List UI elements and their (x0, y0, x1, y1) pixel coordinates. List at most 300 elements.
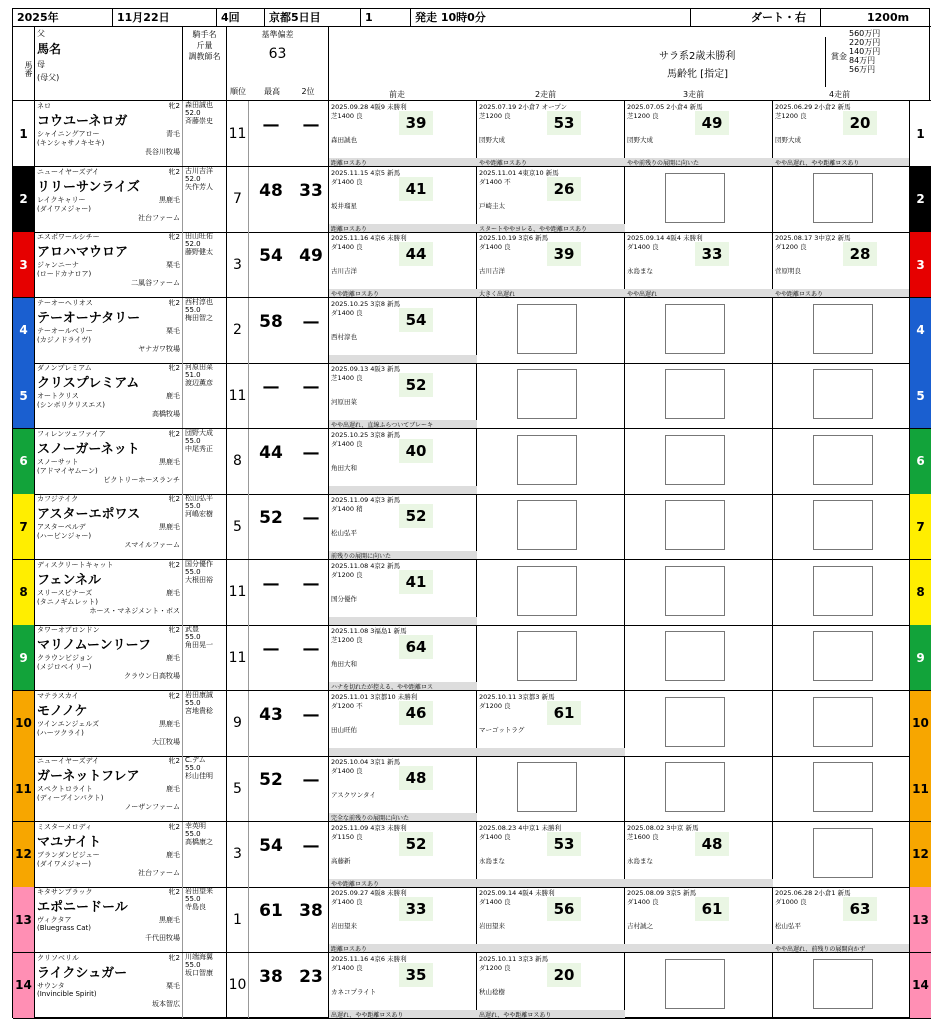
past-race-date: 2025.09.27 4阪8 未勝利 (331, 889, 407, 897)
past-race-note: やや出遅れ、前残りの展開向かず (773, 944, 921, 952)
coat-color: 栗毛 (166, 326, 180, 335)
breeder: 大江牧場 (152, 737, 180, 746)
col-second: 2位 (301, 87, 315, 96)
col-father: 父 (37, 29, 45, 38)
past-race-jockey: 松山弘平 (775, 922, 801, 930)
rank: 1 (227, 887, 249, 952)
past-race[interactable] (477, 232, 625, 297)
second-index: — (302, 639, 320, 659)
col-prev3: 3走前 (683, 90, 705, 99)
horse-number-right: 5 (909, 363, 931, 428)
past-race[interactable] (625, 822, 773, 887)
breeder: ノーザンファーム (124, 803, 180, 811)
past-race-note: 前残りの展開に向いた (329, 551, 477, 559)
horse-info (35, 953, 183, 1018)
past-race-course: ダ1200 良 (479, 701, 511, 710)
past-race[interactable] (329, 494, 477, 559)
coat-color: 鹿毛 (166, 850, 180, 859)
past-race-course: ダ1400 良 (331, 439, 363, 448)
past-race-date: 2025.07.19 2小倉7 オープン (479, 103, 568, 111)
horse-name[interactable]: マリノムーンリーフ (37, 638, 152, 653)
jockey-name: 武豊 (185, 625, 199, 633)
best-index: — (262, 377, 280, 397)
horse-number-left: 9 (13, 625, 35, 690)
trainer-name: 河嶋宏樹 (185, 510, 213, 518)
horse-name[interactable]: ガーネットフレア (37, 769, 140, 784)
horse-info (35, 625, 183, 690)
rank: 3 (227, 232, 249, 297)
col-weight: 斤量 (196, 41, 213, 50)
past-race-empty (625, 625, 773, 690)
index-summary (249, 822, 329, 887)
past-race-jockey: 永島まな (627, 856, 653, 865)
horse-number-left: 11 (13, 756, 35, 821)
rank: 5 (227, 494, 249, 559)
start-time: 発走 10時0分 (411, 9, 691, 26)
past-race[interactable] (477, 691, 625, 756)
horse-number-left: 13 (13, 887, 35, 952)
jockey-info (183, 887, 227, 952)
breeder: 社台ファーム (138, 213, 180, 222)
horse-info (35, 887, 183, 952)
past-race-empty (773, 822, 921, 887)
past-race-note: 大きく出遅れ (477, 289, 625, 297)
past-race-index: 39 (547, 242, 581, 266)
past-race-note: 出遅れ、やや距離ロスあり (477, 1010, 625, 1018)
past-race-note (477, 748, 625, 756)
weight: 55.0 (185, 305, 201, 314)
broodmare-sire: (ハービンジャー) (37, 532, 92, 540)
past-race-empty (625, 756, 773, 821)
past-race-course: ダ1200 良 (479, 963, 511, 972)
past-race-course: ダ1400 不 (479, 177, 511, 186)
sire: ニューイヤーズデイ (37, 757, 100, 765)
jockey-info (183, 494, 227, 559)
past-race-date: 2025.11.01 3京都10 未勝利 (331, 692, 418, 701)
index-summary (249, 429, 329, 494)
past-race[interactable] (329, 625, 477, 690)
past-race-jockey: 角田大和 (331, 660, 357, 668)
past-race-note (477, 944, 625, 952)
past-race-course: ダ1400 良 (627, 898, 659, 906)
horse-number-right: 10 (909, 691, 931, 756)
sire: カフジテイク (37, 495, 79, 503)
past-race-index: 53 (547, 832, 581, 856)
horse-row (13, 232, 931, 298)
horse-name[interactable]: エポニードール (37, 900, 128, 915)
weight: 52.0 (185, 109, 201, 117)
breeder: 長谷川牧場 (145, 148, 180, 156)
past-race-date: 2025.11.15 4京5 新馬 (331, 168, 401, 177)
past-race[interactable] (477, 887, 625, 952)
horse-name[interactable]: ライクシュガー (37, 965, 128, 981)
horse-number-left: 7 (13, 494, 35, 559)
past-race-empty (625, 363, 773, 428)
horse-row (13, 298, 931, 364)
past-race-note: やや出遅れ (625, 289, 773, 297)
horse-number-right: 14 (909, 953, 931, 1018)
index-summary (249, 494, 329, 559)
past-race-date: 2025.07.05 2小倉4 新馬 (627, 103, 703, 111)
past-race-empty (477, 363, 625, 428)
index-summary (249, 232, 329, 297)
past-race-index: 63 (843, 897, 877, 921)
dam: アスターペルデ (37, 523, 86, 531)
index-summary (249, 560, 329, 625)
coat-color: 鹿毛 (166, 654, 180, 662)
horse-row (13, 625, 931, 691)
breeder: 二風谷ファーム (131, 279, 180, 287)
horse-number-right: 6 (909, 429, 931, 494)
horse-row (13, 363, 931, 429)
past-race-jockey: 団野大成 (627, 136, 653, 144)
breeder: 社台ファーム (138, 868, 180, 877)
sex-age: 牝2 (168, 691, 180, 700)
weight: 55.0 (185, 502, 201, 510)
sire: タワーオブロンドン (37, 626, 100, 634)
breeder: ヤナガワ牧場 (138, 344, 180, 353)
index-summary (249, 167, 329, 232)
past-race-jockey: 田山旺佑 (331, 725, 357, 734)
past-race-index: 48 (399, 766, 433, 790)
weight: 55.0 (185, 764, 201, 772)
jockey-name: 岩田望来 (185, 887, 213, 895)
horse-info (35, 429, 183, 494)
second-index: — (302, 311, 320, 332)
best-index: 52 (259, 770, 283, 790)
second-index: — (302, 115, 320, 135)
weight: 55.0 (185, 436, 201, 445)
col-best: 最高 (264, 87, 280, 96)
trainer-name: 藤野健太 (185, 248, 213, 256)
past-race-empty (625, 691, 773, 756)
horse-name[interactable]: アスターエポワス (37, 507, 141, 522)
second-index: 49 (299, 246, 323, 266)
jockey-name: 河原田菜 (185, 363, 213, 371)
past-race[interactable] (329, 953, 477, 1018)
past-race-date: 2025.08.23 4中京1 未勝利 (479, 823, 562, 832)
past-race[interactable] (625, 232, 773, 297)
rank: 2 (227, 298, 249, 363)
past-race[interactable] (625, 101, 773, 166)
past-race-course: ダ1400 良 (331, 308, 363, 317)
horse-number-right: 9 (909, 625, 931, 690)
broodmare-sire: (アドマイヤムーン) (37, 466, 98, 475)
horse-name[interactable]: フェンネル (37, 572, 101, 588)
past-race-course: ダ1400 良 (331, 177, 363, 186)
weight: 55.0 (185, 960, 201, 969)
past-race-date: 2025.08.09 3京5 新馬 (627, 889, 697, 897)
past-race[interactable] (329, 363, 477, 428)
broodmare-sire: (Invincible Spirit) (37, 989, 97, 998)
horse-number-right: 3 (909, 232, 931, 297)
past-race-jockey: 古川吉洋 (331, 267, 357, 275)
second-index: 23 (299, 966, 323, 987)
sire: フィレンツェファイア (37, 429, 106, 438)
past-race-empty (773, 625, 921, 690)
past-race-note: 出遅れ、やや距離ロスあり (329, 1010, 477, 1018)
trainer-name: 梅田智之 (185, 313, 213, 322)
second-index: — (302, 508, 320, 528)
broodmare-sire: (キンシャサノキセキ) (37, 139, 105, 147)
index-summary (249, 101, 329, 166)
past-race-note: 完全な前残りの展開に向いた (329, 813, 477, 821)
past-race-jockey: 河原田菜 (331, 398, 357, 406)
rank: 7 (227, 167, 249, 232)
past-race-empty (477, 429, 625, 494)
breeder: ビクトリーホースランチ (103, 475, 180, 484)
past-race-note: 距離ロスあり (329, 158, 477, 166)
sire: キタサンブラック (37, 888, 93, 896)
past-race-empty (477, 494, 625, 559)
past-race-empty (625, 953, 773, 1018)
prize-label: 賞金 (831, 52, 847, 61)
dam: シャイニングアロー (37, 130, 100, 138)
past-race-course: ダ1000 良 (775, 898, 807, 906)
sex-age: 牝2 (168, 429, 180, 438)
past-race[interactable] (773, 232, 921, 297)
past-race-note (625, 879, 773, 887)
horse-name[interactable]: クリスプレミアム (37, 376, 140, 391)
past-race-jockey: マーゴットラグ (479, 725, 525, 734)
past-race[interactable] (329, 167, 477, 232)
index-summary (249, 887, 329, 952)
past-race[interactable] (625, 887, 773, 952)
second-index: — (302, 770, 320, 790)
col-name: 馬名 (37, 42, 62, 56)
horse-row (13, 429, 931, 495)
past-race-jockey: 吉村誠之 (627, 922, 653, 930)
past-race-index: 53 (547, 111, 581, 135)
jockey-info (183, 232, 227, 297)
trainer-name: 角田晃一 (185, 641, 213, 649)
past-race-note (329, 748, 477, 756)
past-race[interactable] (329, 691, 477, 756)
jockey-name: 団野大成 (185, 428, 213, 437)
race-header-bar (13, 9, 931, 27)
weight: 51.0 (185, 371, 201, 379)
col-prev1: 前走 (389, 90, 405, 99)
past-race-jockey: 永島まな (627, 267, 653, 275)
past-race-empty (477, 625, 625, 690)
past-race-note: 距離ロスあり (329, 224, 477, 232)
horse-number-right: 12 (909, 822, 931, 887)
past-race[interactable] (773, 887, 921, 952)
distance: 1200m (867, 11, 910, 24)
past-race[interactable] (477, 822, 625, 887)
course: ダート・右 (691, 9, 821, 26)
trainer-name: 寺島良 (185, 903, 206, 911)
horse-name[interactable]: スノーガーネット (37, 441, 140, 457)
past-race[interactable] (329, 298, 477, 363)
jockey-name: 古川吉洋 (185, 166, 213, 175)
horse-name[interactable]: コウユーネロガ (37, 114, 128, 129)
past-race-empty (773, 363, 921, 428)
horse-row (13, 560, 931, 626)
coat-color: 鹿毛 (166, 588, 180, 597)
best-index: — (262, 573, 280, 594)
past-race-course: ダ1200 良 (775, 243, 807, 251)
past-race-index: 39 (399, 111, 433, 135)
past-race-note: ハナを切れたが控える、やや距離ロス (329, 682, 477, 690)
past-race-index: 26 (547, 177, 581, 201)
past-race-course: 芝1400 良 (331, 374, 363, 382)
past-race-course: 芝1200 良 (331, 636, 363, 644)
past-race[interactable] (773, 101, 921, 166)
broodmare-sire: (メジロベイリー) (37, 663, 92, 671)
best-index: 38 (259, 966, 283, 987)
past-race-jockey: 古川吉洋 (479, 267, 505, 275)
past-race-index: 52 (399, 373, 433, 397)
best-index: 58 (259, 311, 283, 332)
horse-info (35, 363, 183, 428)
horse-name[interactable]: マユナイト (37, 834, 102, 850)
dam: ヴィクタア (37, 916, 72, 924)
broodmare-sire: (ダイワメジャー) (37, 204, 91, 213)
past-race-note: やや距離ロスあり (477, 158, 625, 166)
jockey-name: 田山旺佑 (185, 232, 213, 240)
sex-age: 牝2 (168, 364, 180, 372)
best-index: 61 (259, 901, 283, 921)
horse-number-left: 12 (13, 822, 35, 887)
rank: 8 (227, 429, 249, 494)
past-race-note: やや前残りの展開に向いた (625, 158, 773, 166)
index-summary (249, 625, 329, 690)
past-race-date: 2025.11.01 4東京10 新馬 (479, 168, 559, 177)
past-race[interactable] (477, 953, 625, 1018)
weight: 52.0 (185, 240, 201, 248)
horse-info (35, 298, 183, 363)
dam: サウンタ (37, 981, 65, 990)
jockey-info (183, 822, 227, 887)
past-race-date: 2025.10.11 3京3 新馬 (479, 954, 549, 963)
horse-number-right: 8 (909, 560, 931, 625)
past-race[interactable] (329, 560, 477, 625)
dam: クラウンビジョン (37, 654, 93, 662)
horse-number-right: 7 (909, 494, 931, 559)
sire: エスポワールシチー (37, 233, 100, 241)
past-race-empty (773, 560, 921, 625)
past-race-course: ダ1200 不 (331, 701, 363, 710)
past-race-date: 2025.10.04 3京1 新馬 (331, 758, 401, 766)
trainer-name: 宮地貴稔 (185, 706, 213, 715)
rank: 11 (227, 101, 249, 166)
past-race-date: 2025.10.25 3京8 新馬 (331, 299, 401, 308)
past-race-course: 芝1200 良 (479, 112, 511, 120)
past-race-date: 2025.06.28 2小倉1 新馬 (775, 889, 851, 897)
jockey-info (183, 691, 227, 756)
best-index: — (262, 115, 280, 135)
past-race-jockey: 秋山稔樹 (479, 987, 505, 996)
past-race-note: やや距離ロスあり (329, 289, 477, 297)
horse-number-left: 5 (13, 363, 35, 428)
jockey-info (183, 429, 227, 494)
past-race[interactable] (329, 101, 477, 166)
jockey-name: 西村淳也 (185, 297, 213, 306)
horse-info (35, 232, 183, 297)
past-race-note: やや出遅れ、やや距離ロスあり (773, 158, 921, 166)
sex-age: 牝2 (168, 953, 180, 962)
col-mother: 母 (37, 60, 45, 69)
jockey-info (183, 756, 227, 821)
rank: 5 (227, 756, 249, 821)
sire: ミスターメロディ (37, 822, 93, 831)
rank: 3 (227, 822, 249, 887)
past-race-index: 35 (399, 963, 433, 987)
past-race-jockey: 高藤新 (331, 856, 351, 865)
dam: スペクトロライト (37, 785, 93, 793)
past-race-jockey: 戸崎圭太 (479, 201, 505, 210)
col-rank: 順位 (230, 87, 246, 96)
past-race[interactable] (329, 429, 477, 494)
past-race-note (329, 617, 477, 625)
past-race-jockey: 松山弘平 (331, 529, 357, 537)
past-race-note: やや出遅れ、直線ふらついてブレーキ (329, 420, 477, 428)
kai: 4回 (217, 9, 265, 26)
past-race-index: 52 (399, 832, 433, 856)
past-race-index: 52 (399, 504, 433, 528)
horse-name[interactable]: リリーサンライズ (37, 179, 140, 195)
past-race-index: 41 (399, 177, 433, 201)
jockey-info (183, 953, 227, 1018)
past-race[interactable] (477, 101, 625, 166)
past-race-course: ダ1400 良 (331, 898, 363, 906)
coat-color: 黒鹿毛 (159, 719, 180, 728)
sire: テーオーヘリオス (37, 298, 93, 307)
broodmare-sire: (ハーツクライ) (37, 728, 84, 737)
past-race[interactable] (329, 756, 477, 821)
past-race-note (625, 944, 773, 952)
past-race-index: 56 (547, 897, 581, 921)
past-race-note (329, 355, 477, 363)
past-race-index: 61 (695, 897, 729, 921)
past-race-course: ダ1400 良 (331, 767, 363, 775)
trainer-name: 坂口智康 (185, 968, 213, 977)
sire: ディスクリートキャット (37, 560, 114, 569)
dam: テーオールベリー (37, 326, 93, 335)
sire: ニューイヤーズデイ (37, 167, 100, 176)
past-race[interactable] (329, 232, 477, 297)
sire: マテラスカイ (37, 691, 79, 700)
jockey-info (183, 167, 227, 232)
past-race-empty (477, 560, 625, 625)
index-summary (249, 363, 329, 428)
past-race[interactable] (329, 887, 477, 952)
second-index: — (302, 704, 320, 725)
coat-color: 黒鹿毛 (159, 457, 180, 466)
rank: 11 (227, 363, 249, 428)
breeder: スマイルファーム (124, 541, 180, 549)
past-race[interactable] (477, 167, 625, 232)
horse-info (35, 822, 183, 887)
past-race-date: 2025.11.16 4京6 未勝利 (331, 954, 407, 963)
horse-number-left: 2 (13, 167, 35, 232)
horse-number-left: 3 (13, 232, 35, 297)
horse-name[interactable]: テーオーナタリー (37, 310, 141, 326)
horse-name[interactable]: モノノケ (37, 703, 88, 719)
past-race-empty (773, 691, 921, 756)
past-race-empty (625, 560, 773, 625)
past-race-note: やや距離ロスあり (773, 289, 921, 297)
past-race-index: 44 (399, 242, 433, 266)
past-race-date: 2025.08.17 3中京2 新馬 (775, 234, 851, 242)
jockey-name: C.デム (185, 756, 206, 764)
trainer-name: 高橋康之 (185, 837, 213, 846)
index-summary (249, 953, 329, 1018)
past-race[interactable] (329, 822, 477, 887)
horse-name[interactable]: アロハマウロア (37, 245, 129, 260)
past-race-date: 2025.11.08 4京2 新馬 (331, 561, 401, 570)
